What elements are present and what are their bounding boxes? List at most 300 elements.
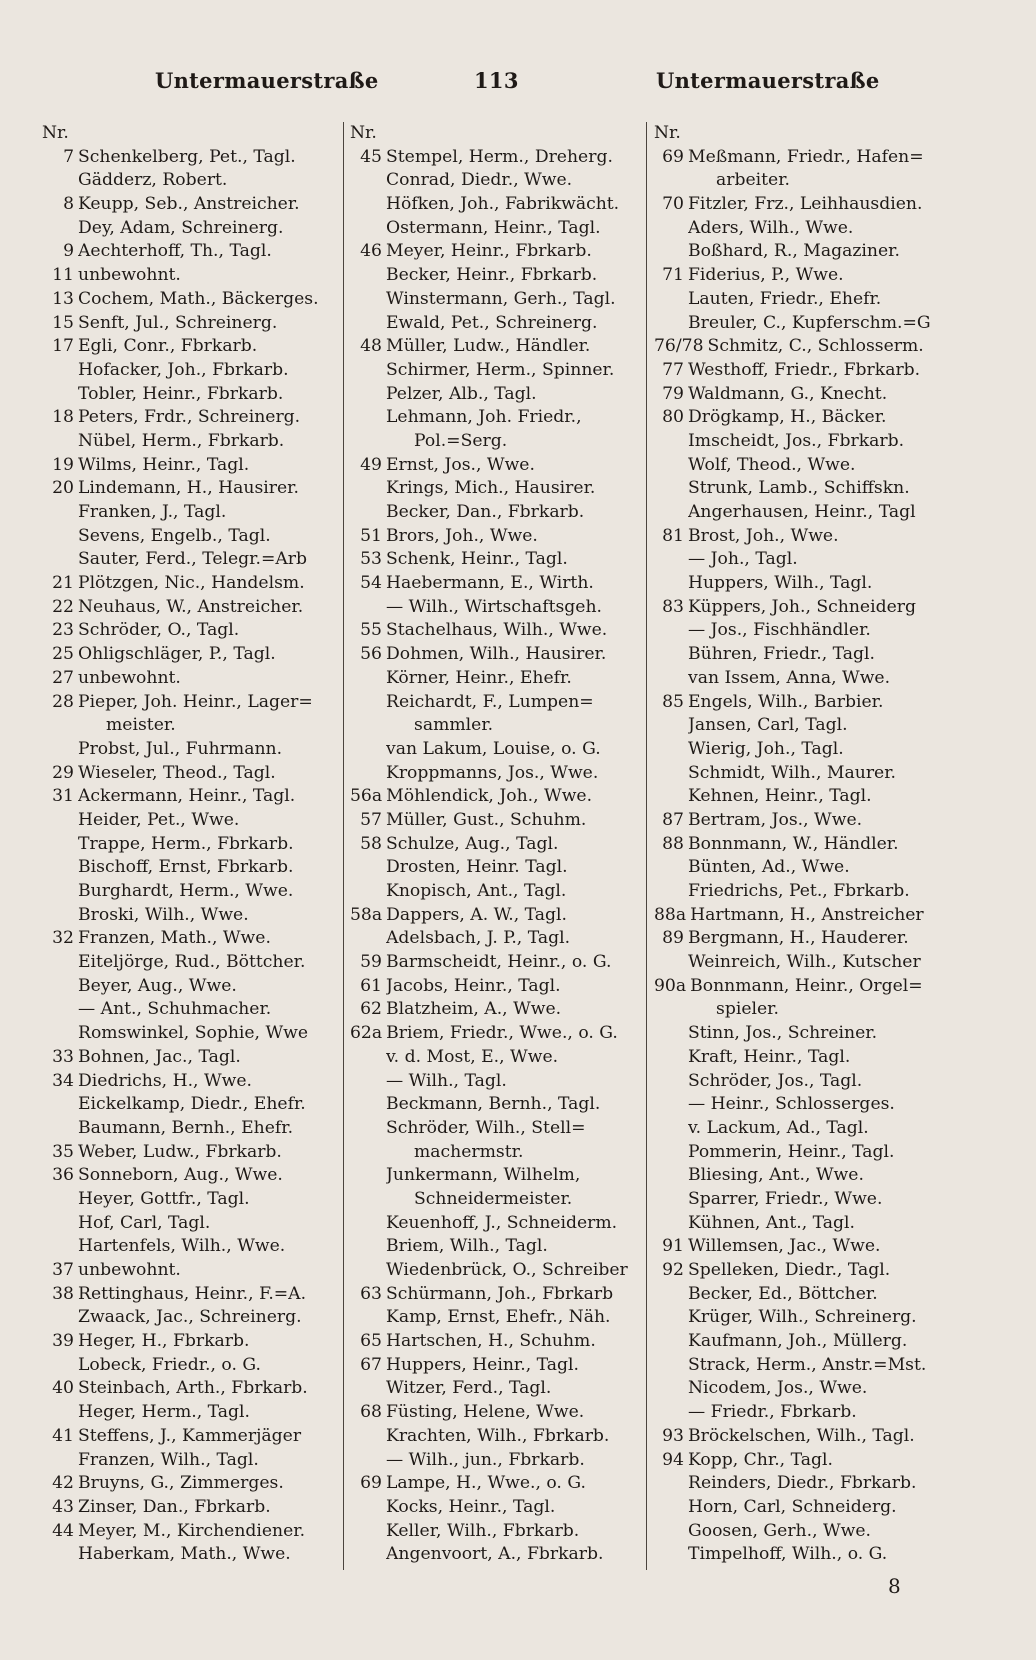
directory-entry <box>350 714 644 738</box>
house-number: 69 <box>360 1473 382 1494</box>
directory-entry <box>350 1141 644 1165</box>
directory-entry <box>654 1354 954 1378</box>
directory-entry <box>42 785 338 809</box>
house-number <box>350 1141 386 1165</box>
resident-entry: Bruyns, G., Zimmerges. <box>78 1473 284 1494</box>
house-number: Nr. <box>654 123 681 143</box>
directory-entry <box>654 927 954 951</box>
resident-entry: Huppers, Wilh., Tagl. <box>688 573 873 594</box>
resident-entry: Bonnmann, W., Händler. <box>688 833 899 854</box>
directory-entry <box>350 312 644 336</box>
resident-entry: Schenk, Heinr., Tagl. <box>386 549 568 570</box>
house-number <box>350 1046 386 1070</box>
house-number <box>350 762 386 786</box>
resident-entry: — Wilh., Tagl. <box>386 1070 507 1091</box>
house-number: 38 <box>52 1283 74 1304</box>
house-number <box>654 217 688 241</box>
house-number <box>654 1070 688 1094</box>
resident-entry: v. Lackum, Ad., Tagl. <box>688 1117 869 1138</box>
directory-entry <box>42 1141 338 1165</box>
house-number: 42 <box>52 1473 74 1494</box>
house-number: 53 <box>360 549 382 570</box>
column-number-heading <box>654 122 954 146</box>
column-rule <box>646 122 647 1570</box>
directory-entry <box>350 927 644 951</box>
directory-entry <box>350 1022 644 1046</box>
house-number <box>654 785 688 809</box>
house-number: 28 <box>52 691 74 712</box>
directory-entry <box>654 619 954 643</box>
resident-entry: Breuler, C., Kupferschm.=G <box>688 312 931 333</box>
resident-entry: Winstermann, Gerh., Tagl. <box>386 288 616 309</box>
resident-entry: Höfken, Joh., Fabrikwächt. <box>386 194 620 215</box>
house-number: 58 <box>360 833 382 854</box>
directory-entry <box>350 738 644 762</box>
directory-entry <box>654 833 954 857</box>
resident-entry: Meßmann, Friedr., Hafen= <box>688 146 924 167</box>
house-number <box>350 1520 386 1544</box>
house-number: 76/78 <box>654 336 704 357</box>
directory-entry <box>654 1235 954 1259</box>
directory-entry <box>654 1046 954 1070</box>
resident-entry: Schröder, Wilh., Stell= <box>386 1117 586 1138</box>
house-number <box>42 738 78 762</box>
house-number: 23 <box>52 620 74 641</box>
resident-entry: Kehnen, Heinr., Tagl. <box>688 786 872 807</box>
house-number: 92 <box>662 1260 684 1280</box>
directory-entry <box>350 548 644 572</box>
resident-entry: Weinreich, Wilh., Kutscher <box>688 952 921 973</box>
directory-entry <box>350 1259 644 1283</box>
house-number: 85 <box>662 691 684 712</box>
resident-entry: van Issem, Anna, Wwe. <box>688 667 891 688</box>
directory-entry <box>350 1235 644 1259</box>
house-number <box>654 1543 688 1567</box>
directory-entry <box>350 1070 644 1094</box>
house-number <box>42 1449 78 1473</box>
house-number <box>42 856 78 880</box>
resident-entry: Zinser, Dan., Fbrkarb. <box>78 1496 271 1517</box>
house-number <box>350 596 386 620</box>
house-number: 21 <box>52 573 74 594</box>
resident-entry: Schirmer, Herm., Spinner. <box>386 359 615 380</box>
directory-entry <box>350 1472 644 1496</box>
directory-entry <box>654 335 954 359</box>
directory-entry <box>42 880 338 904</box>
directory-entry <box>654 998 954 1022</box>
directory-entry <box>350 998 644 1022</box>
directory-entry <box>350 833 644 857</box>
resident-entry: Adelsbach, J. P., Tagl. <box>386 928 571 949</box>
resident-entry: Lampe, H., Wwe., o. G. <box>386 1473 586 1494</box>
house-number: 90a <box>654 975 687 996</box>
resident-entry: Cochem, Math., Bäckerges. <box>78 288 319 309</box>
resident-entry: Pommerin, Heinr., Tagl. <box>688 1141 895 1162</box>
house-number <box>350 880 386 904</box>
directory-entry <box>654 430 954 454</box>
house-number <box>654 454 688 478</box>
directory-entry <box>654 643 954 667</box>
house-number <box>654 1330 688 1354</box>
directory-entry <box>654 1188 954 1212</box>
directory-entry <box>42 833 338 857</box>
resident-entry: Waldmann, G., Knecht. <box>688 383 888 404</box>
house-number <box>350 288 386 312</box>
resident-entry: Gädderz, Robert. <box>78 170 228 191</box>
resident-entry: Krüger, Wilh., Schreinerg. <box>688 1307 917 1328</box>
house-number <box>350 1425 386 1449</box>
house-number <box>654 880 688 904</box>
resident-entry: arbeiter. <box>716 170 791 191</box>
house-number: 79 <box>662 383 684 404</box>
resident-entry: Conrad, Diedr., Wwe. <box>386 170 573 191</box>
resident-entry: Meyer, Heinr., Fbrkarb. <box>386 241 592 262</box>
directory-entry <box>42 619 338 643</box>
house-number <box>350 1188 386 1212</box>
directory-entry <box>654 264 954 288</box>
resident-entry: Kroppmanns, Jos., Wwe. <box>386 762 599 783</box>
house-number <box>42 1117 78 1141</box>
house-number: 46 <box>360 241 382 262</box>
resident-entry: Strunk, Lamb., Schiffskn. <box>688 478 910 499</box>
house-number <box>350 169 386 193</box>
column-middle <box>350 122 644 1567</box>
house-number <box>350 1093 386 1117</box>
directory-entry <box>654 312 954 336</box>
directory-entry <box>350 619 644 643</box>
house-number <box>350 1235 386 1259</box>
resident-entry: Bischoff, Ernst, Fbrkarb. <box>78 857 294 878</box>
directory-entry <box>654 406 954 430</box>
directory-entry <box>350 383 644 407</box>
directory-entry <box>42 762 338 786</box>
house-number: 62 <box>360 999 382 1020</box>
resident-entry: Brost, Joh., Wwe. <box>688 525 839 546</box>
house-number <box>350 738 386 762</box>
directory-entry <box>350 1425 644 1449</box>
directory-entry <box>654 146 954 170</box>
resident-entry: Ernst, Jos., Wwe. <box>386 454 535 475</box>
directory-entry <box>654 1496 954 1520</box>
house-number <box>654 1354 688 1378</box>
directory-entry <box>42 1330 338 1354</box>
directory-entry <box>654 193 954 217</box>
directory-entry <box>350 264 644 288</box>
resident-entry: Heger, H., Fbrkarb. <box>78 1331 250 1352</box>
resident-entry: Bröckelschen, Wilh., Tagl. <box>688 1425 915 1446</box>
directory-entry <box>350 146 644 170</box>
house-number <box>350 1449 386 1473</box>
resident-entry: Schulze, Aug., Tagl. <box>386 833 559 854</box>
resident-entry: Wierig, Joh., Tagl. <box>688 738 844 759</box>
resident-entry: Imscheidt, Jos., Fbrkarb. <box>688 430 905 451</box>
house-number <box>350 359 386 383</box>
running-head-left: Untermauerstraße <box>155 68 379 93</box>
directory-entry <box>42 240 338 264</box>
directory-entry <box>350 1188 644 1212</box>
resident-entry: Müller, Gust., Schuhm. <box>386 809 587 830</box>
resident-entry: Angenvoort, A., Fbrkarb. <box>386 1544 604 1565</box>
directory-entry <box>42 1520 338 1544</box>
directory-entry <box>350 240 644 264</box>
directory-entry <box>42 1449 338 1473</box>
directory-entry <box>350 1354 644 1378</box>
house-number <box>42 880 78 904</box>
resident-entry: Füsting, Helene, Wwe. <box>386 1402 585 1423</box>
directory-entry <box>350 1046 644 1070</box>
house-number: 40 <box>52 1378 74 1399</box>
directory-entry <box>42 193 338 217</box>
resident-entry: Sparrer, Friedr., Wwe. <box>688 1188 883 1209</box>
house-number <box>350 714 386 738</box>
directory-entry <box>654 1543 954 1567</box>
directory-entry <box>654 240 954 264</box>
house-number <box>654 1472 688 1496</box>
resident-entry: Barmscheidt, Heinr., o. G. <box>386 952 612 973</box>
house-number <box>42 169 78 193</box>
house-number: 19 <box>52 454 74 475</box>
house-number <box>42 1306 78 1330</box>
resident-entry: Kühnen, Ant., Tagl. <box>688 1212 855 1233</box>
resident-entry: Junkermann, Wilhelm, <box>386 1165 581 1186</box>
house-number <box>42 714 78 738</box>
column-rule <box>343 122 344 1570</box>
resident-entry: meister. <box>106 715 176 736</box>
directory-entry <box>350 1543 644 1567</box>
resident-entry: Krings, Mich., Hausirer. <box>386 478 596 499</box>
directory-entry <box>350 217 644 241</box>
directory-entry <box>350 1449 644 1473</box>
house-number <box>350 691 386 715</box>
resident-entry: Fitzler, Frz., Leihhausdien. <box>688 194 923 215</box>
house-number: Nr. <box>42 123 69 143</box>
resident-entry: Keupp, Seb., Anstreicher. <box>78 194 300 215</box>
resident-entry <box>774 122 954 146</box>
directory-entry <box>42 430 338 454</box>
resident-entry: Sonneborn, Aug., Wwe. <box>78 1165 283 1186</box>
resident-entry: unbewohnt. <box>78 265 181 286</box>
directory-entry <box>350 359 644 383</box>
house-number <box>350 1164 386 1188</box>
house-number <box>350 927 386 951</box>
house-number: 65 <box>360 1331 382 1352</box>
resident-entry: Wilms, Heinr., Tagl. <box>78 454 250 475</box>
directory-entry <box>42 998 338 1022</box>
house-number: 91 <box>662 1236 684 1257</box>
directory-entry <box>42 1425 338 1449</box>
directory-entry <box>350 1117 644 1141</box>
directory-entry <box>654 359 954 383</box>
directory-entry <box>350 785 644 809</box>
house-number <box>350 406 386 430</box>
directory-entry <box>350 856 644 880</box>
house-number: 58a <box>350 904 383 925</box>
resident-entry: Pieper, Joh. Heinr., Lager= <box>78 691 313 712</box>
house-number: 54 <box>360 573 382 594</box>
house-number: 80 <box>662 407 684 428</box>
column-left <box>42 122 338 1567</box>
resident-entry: — Wilh., jun., Fbrkarb. <box>386 1449 585 1470</box>
house-number: 39 <box>52 1331 74 1352</box>
directory-entry <box>42 1164 338 1188</box>
resident-entry: Kaufmann, Joh., Müllerg. <box>688 1331 908 1352</box>
directory-entry <box>350 809 644 833</box>
house-number: 49 <box>360 454 382 475</box>
directory-entry <box>350 525 644 549</box>
resident-entry: Schürmann, Joh., Fbrkarb <box>386 1283 614 1304</box>
resident-entry: Willemsen, Jac., Wwe. <box>688 1236 881 1257</box>
resident-entry: Beyer, Aug., Wwe. <box>78 975 237 996</box>
directory-entry <box>350 193 644 217</box>
house-number <box>654 1117 688 1141</box>
directory-entry <box>42 548 338 572</box>
house-number <box>350 193 386 217</box>
directory-entry <box>42 951 338 975</box>
resident-entry: Neuhaus, W., Anstreicher. <box>78 596 304 617</box>
directory-entry <box>42 359 338 383</box>
house-number <box>654 548 688 572</box>
directory-entry <box>42 1496 338 1520</box>
house-number: 17 <box>52 336 74 357</box>
house-number <box>350 217 386 241</box>
resident-entry: Horn, Carl, Schneiderg. <box>688 1496 897 1517</box>
resident-entry: Weber, Ludw., Fbrkarb. <box>78 1141 282 1162</box>
house-number: 81 <box>662 525 684 546</box>
resident-entry: Kopp, Chr., Tagl. <box>688 1449 833 1470</box>
directory-entry <box>42 596 338 620</box>
house-number: 93 <box>662 1425 684 1446</box>
directory-entry <box>42 264 338 288</box>
directory-entry <box>654 762 954 786</box>
directory-entry <box>42 975 338 999</box>
directory-entry <box>654 1449 954 1473</box>
directory-entry <box>42 927 338 951</box>
resident-entry: Steinbach, Arth., Fbrkarb. <box>78 1378 308 1399</box>
directory-entry <box>42 1117 338 1141</box>
directory-entry <box>350 501 644 525</box>
house-number <box>654 501 688 525</box>
house-number <box>350 1543 386 1567</box>
house-number: 7 <box>63 146 74 167</box>
resident-entry: Heider, Pet., Wwe. <box>78 809 240 830</box>
resident-entry: Schmitz, C., Schlosserm. <box>707 336 924 357</box>
house-number: 88a <box>654 904 687 925</box>
resident-entry: Krachten, Wilh., Fbrkarb. <box>386 1425 610 1446</box>
house-number: 70 <box>662 194 684 215</box>
resident-entry: Boßhard, R., Magaziner. <box>688 241 900 262</box>
resident-entry: Steffens, J., Kammerjäger <box>78 1425 302 1446</box>
resident-entry: Brors, Joh., Wwe. <box>386 525 538 546</box>
house-number <box>350 264 386 288</box>
house-number <box>350 1259 386 1283</box>
resident-entry: — Heinr., Schlosserges. <box>688 1094 895 1115</box>
house-number <box>42 1093 78 1117</box>
directory-entry <box>350 1520 644 1544</box>
house-number <box>42 809 78 833</box>
house-number: 61 <box>360 975 382 996</box>
column-number-heading <box>350 122 644 146</box>
resident-entry: Lobeck, Friedr., o. G. <box>78 1354 261 1375</box>
house-number <box>42 1401 78 1425</box>
resident-entry: Briem, Wilh., Tagl. <box>386 1236 548 1257</box>
resident-entry <box>162 122 338 146</box>
house-number <box>350 856 386 880</box>
house-number <box>42 1235 78 1259</box>
directory-entry <box>654 738 954 762</box>
resident-entry: Angerhausen, Heinr., Tagl <box>688 502 916 522</box>
resident-entry: Hof, Carl, Tagl. <box>78 1212 211 1233</box>
directory-entry <box>654 667 954 691</box>
resident-entry: Kamp, Ernst, Ehefr., Näh. <box>386 1307 611 1328</box>
resident-entry: Trappe, Herm., Fbrkarb. <box>78 833 294 854</box>
resident-entry: Broski, Wilh., Wwe. <box>78 904 249 925</box>
resident-entry: Hartmann, H., Anstreicher <box>690 904 924 925</box>
resident-entry: Wieseler, Theod., Tagl. <box>78 762 276 783</box>
resident-entry: spieler. <box>716 999 779 1020</box>
directory-entry <box>350 880 644 904</box>
directory-entry <box>654 1022 954 1046</box>
house-number: 88 <box>662 833 684 854</box>
directory-entry <box>350 975 644 999</box>
house-number: 13 <box>52 288 74 309</box>
directory-entry <box>42 1543 338 1567</box>
house-number: 59 <box>360 952 382 973</box>
resident-entry: Ohligschläger, P., Tagl. <box>78 644 276 665</box>
resident-entry: Eickelkamp, Diedr., Ehefr. <box>78 1094 306 1115</box>
resident-entry: Schmidt, Wilh., Maurer. <box>688 762 897 783</box>
house-number <box>42 501 78 525</box>
house-number: 33 <box>52 1046 74 1067</box>
directory-entry <box>654 1141 954 1165</box>
directory-entry <box>350 335 644 359</box>
house-number <box>42 430 78 454</box>
resident-entry: Briem, Friedr., Wwe., o. G. <box>386 1023 618 1044</box>
house-number: 15 <box>52 312 74 333</box>
house-number <box>350 383 386 407</box>
directory-entry <box>350 1306 644 1330</box>
house-number <box>654 1093 688 1117</box>
house-number <box>42 904 78 928</box>
directory-entry <box>42 1070 338 1094</box>
resident-entry: Romswinkel, Sophie, Wwe <box>78 1023 309 1044</box>
directory-entry <box>350 1212 644 1236</box>
resident-entry: — Jos., Fischhändler. <box>688 620 871 641</box>
house-number: 36 <box>52 1165 74 1186</box>
resident-entry: Diedrichs, H., Wwe. <box>78 1070 252 1091</box>
directory-entry <box>42 146 338 170</box>
directory-entry <box>350 406 644 430</box>
house-number <box>654 1046 688 1070</box>
directory-entry <box>350 1283 644 1307</box>
directory-entry <box>654 288 954 312</box>
directory-entry <box>42 525 338 549</box>
resident-entry: Tobler, Heinr., Fbrkarb. <box>78 383 284 404</box>
resident-entry: Huppers, Heinr., Tagl. <box>386 1354 579 1375</box>
resident-entry: Fiderius, P., Wwe. <box>688 265 844 286</box>
directory-entry <box>654 1472 954 1496</box>
directory-entry <box>654 691 954 715</box>
directory-entry <box>654 1283 954 1307</box>
directory-entry <box>350 643 644 667</box>
directory-entry <box>350 1330 644 1354</box>
house-number: 45 <box>360 146 382 167</box>
resident-entry: Drögkamp, H., Bäcker. <box>688 407 887 428</box>
directory-entry <box>42 572 338 596</box>
directory-entry <box>350 596 644 620</box>
directory-entry <box>654 572 954 596</box>
house-number <box>42 525 78 549</box>
directory-entry <box>654 880 954 904</box>
